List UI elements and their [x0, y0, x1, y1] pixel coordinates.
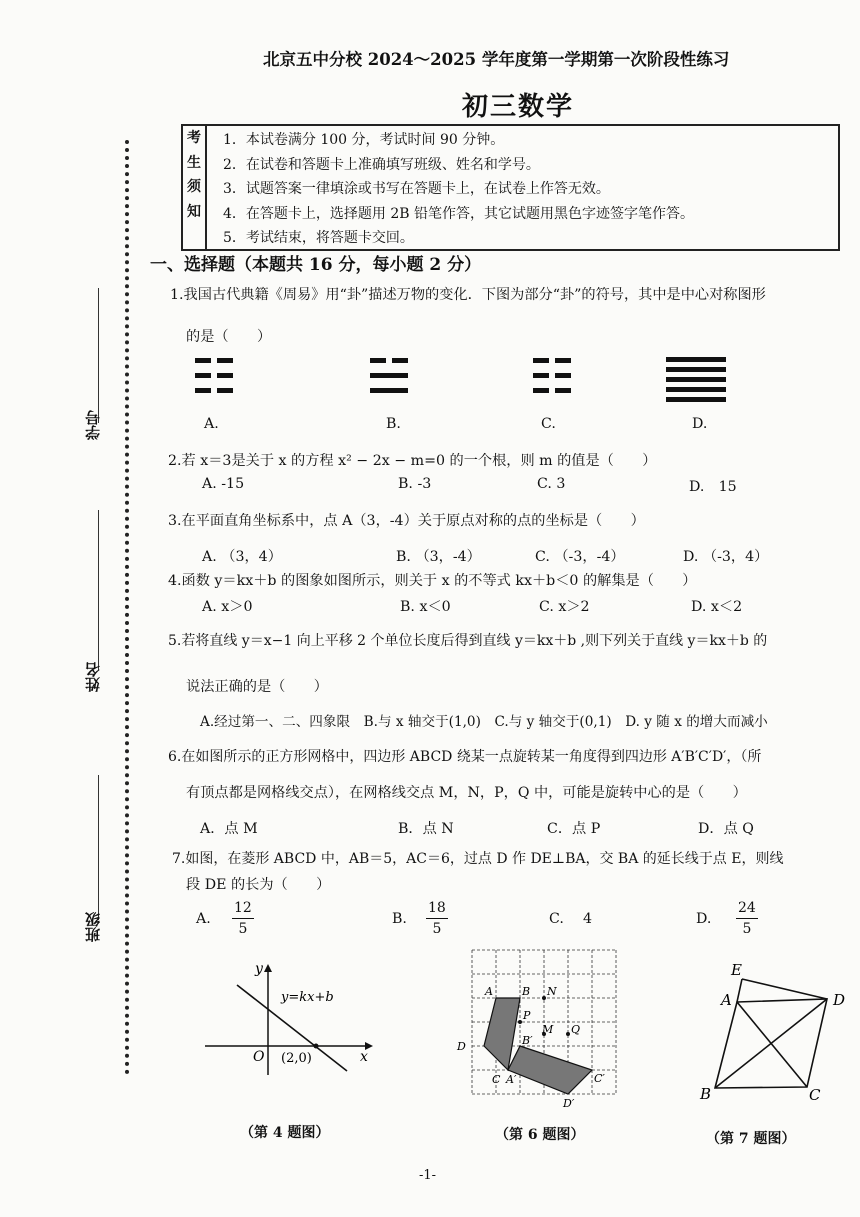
fig4-y-label: y: [255, 961, 263, 977]
q2-option-c: C. 3: [537, 476, 566, 492]
fig4-y-arrow: [264, 964, 272, 972]
notice-side-char: 须: [187, 179, 201, 195]
fig6-label-d: D: [457, 1040, 466, 1053]
q2-stem: 2.若 x＝3是关于 x 的方程 x² − 2x − m=0 的一个根，则 m 的值是（ ）: [168, 453, 657, 469]
q1-option-c: C.: [541, 416, 556, 432]
trigram-c: [533, 358, 571, 393]
q4-option-b: B. x＜0: [400, 599, 451, 615]
q4-option-d: D. x＜2: [691, 599, 743, 615]
q6-option-c: C．点 P: [547, 821, 601, 837]
notice-side-char: 生: [187, 154, 201, 171]
notice-side-label: [183, 126, 207, 249]
notice-side-char: 知: [187, 203, 201, 220]
binding-dotted-line: [125, 140, 129, 1075]
fig4-intercept-point: [314, 1044, 319, 1049]
xuehao-label: 学号: [84, 410, 102, 440]
q7-option-d-letter: D.: [696, 911, 712, 927]
exam-notice-box: [181, 124, 840, 251]
q7-option-c-letter: C.: [549, 911, 564, 927]
q7-option-d-fraction: [736, 898, 758, 939]
q6-option-b: B．点 N: [398, 821, 454, 837]
q1-option-d: D.: [692, 416, 708, 432]
fig7-label-b: B: [700, 1085, 712, 1103]
q2-option-a: A. -15: [202, 476, 245, 492]
q3-option-c: C. （-3，-4）: [535, 549, 625, 565]
q7-option-a-fraction: [232, 898, 254, 939]
q7-option-b-letter: B.: [392, 911, 407, 927]
fig4-x-label: x: [360, 1049, 368, 1065]
q3-stem: 3.在平面直角坐标系中，点 A（3，-4）关于原点对称的点的坐标是（ ）: [168, 513, 645, 529]
q4-option-a: A. x＞0: [202, 599, 253, 615]
banji-label: 班级: [84, 912, 102, 942]
fig7-diagonal-ac: [737, 1002, 807, 1087]
q7-option-d-denominator: 5: [742, 921, 752, 937]
fig6-label-a-prime: A′: [506, 1073, 517, 1086]
q1-option-a: A.: [204, 416, 219, 432]
fig7-label-d: D: [833, 991, 846, 1009]
banji-blank-line: [98, 775, 99, 920]
q7-stem-2: 段 DE 的长为（ ）: [186, 877, 331, 893]
figure-7-rhombus: [695, 955, 855, 1105]
q1-option-b: B.: [386, 416, 401, 432]
fig4-origin-label: O: [253, 1049, 265, 1065]
q5-stem-2: 说法正确的是（ ）: [186, 679, 328, 695]
q1-stem-2: 的是（ ）: [186, 329, 272, 345]
notice-item: 1．本试卷满分 100 分，考试时间 90 分钟。: [223, 132, 505, 148]
q2-option-d: D. 15: [689, 479, 737, 495]
figure-6-grid: [455, 945, 630, 1115]
fig6-point-n: [542, 996, 546, 1000]
fig6-label-p: P: [523, 1009, 531, 1022]
trigram-symbols: [190, 355, 750, 405]
section-heading: 一、选择题（本题共 16 分，每小题 2 分）: [150, 255, 482, 275]
fig6-label-n: N: [547, 985, 557, 998]
fig6-label-c-prime: C′: [594, 1072, 605, 1085]
fig7-segment-de: [742, 979, 827, 999]
fig6-label-b: B: [522, 985, 531, 998]
figure-4-graph: [195, 955, 385, 1080]
q7-option-a-numerator: 12: [232, 898, 254, 919]
q4-stem: 4.函数 y＝kx＋b 的图象如图所示，则关于 x 的不等式 kx＋b＜0 的解集是（ ）: [168, 573, 697, 589]
q3-option-b: B. （3，-4）: [396, 549, 481, 565]
notice-item: 2．在试卷和答题卡上准确填写班级、姓名和学号。: [223, 156, 540, 173]
school-title: 北京五中分校 2024～2025 学年度第一学期第一次阶段性练习: [263, 50, 730, 69]
fig6-label-a: A: [485, 985, 493, 998]
q6-stem: 6.在如图所示的正方形网格中，四边形 ABCD 绕某一点旋转某一角度得到四边形 A′B′C′D′，（所: [168, 749, 762, 765]
notice-item: 3．试题答案一律填涂或书写在答题卡上，在试卷上作答无效。: [223, 181, 610, 197]
fig6-point-p: [518, 1020, 522, 1024]
notice-item: 4．在答题卡上，选择题用 2B 铅笔作答，其它试题用黑色字迹签字笔作答。: [223, 205, 695, 222]
trigram-b: [370, 358, 408, 393]
q7-option-b-fraction: [426, 898, 448, 939]
q6-stem-2: 有顶点都是网格线交点），在网格线交点 M，N，P，Q 中，可能是旋转中心的是（ ）: [186, 785, 747, 801]
fig7-extension-ae: [737, 979, 742, 1002]
fig6-point-q: [566, 1032, 570, 1036]
page-title: 初三数学: [462, 92, 575, 122]
fig6-label-q: Q: [571, 1023, 581, 1036]
fig7-caption: （第 7 题图）: [706, 1131, 796, 1147]
q7-option-d-numerator: 24: [736, 898, 758, 919]
q7-option-b-denominator: 5: [432, 921, 442, 937]
xingming-label: 姓名: [84, 662, 102, 692]
fig7-label-e: E: [731, 961, 742, 979]
xuehao-blank-line: [98, 288, 99, 423]
fig4-line-label: y=kx+b: [281, 990, 334, 1005]
q1-stem: 1.我国古代典籍《周易》用“卦”描述万物的变化．下图为部分“卦”的符号，其中是中心对称图形: [170, 287, 766, 303]
q7-stem: 7.如图，在菱形 ABCD 中，AB＝5，AC＝6，过点 D 作 DE⊥BA，交 BA 的延长线于点 E，则线: [172, 851, 784, 867]
q7-option-a-letter: A.: [196, 911, 211, 927]
q6-option-d: D．点 Q: [698, 821, 754, 837]
fig7-label-a: A: [721, 991, 732, 1009]
q2-option-b: B. -3: [398, 476, 432, 492]
page-number: -1-: [419, 1168, 437, 1183]
trigram-d: [666, 357, 726, 402]
trigram-a: [195, 358, 233, 393]
q4-option-c: C. x＞2: [539, 599, 590, 615]
fig7-label-c: C: [809, 1086, 821, 1104]
notice-side-char: 考: [187, 130, 201, 146]
q3-option-d: D. （-3，4）: [683, 549, 769, 565]
fig6-quad-a-b-c-d-prime: [508, 1046, 592, 1094]
fig6-label-b-prime: B′: [522, 1034, 533, 1047]
q7-option-a-denominator: 5: [238, 921, 248, 937]
q7-option-b-numerator: 18: [426, 898, 448, 919]
q5-stem: 5.若将直线 y＝x−1 向上平移 2 个单位长度后得到直线 y＝kx＋b ,则下列关于直线 y＝kx＋b 的: [168, 633, 768, 649]
q6-option-a: A．点 M: [200, 821, 258, 837]
q5-options: A.经过第一、二、四象限 B.与 x 轴交于(1,0) C.与 y 轴交于(0,1) D. y 随 x 的增大而减小: [200, 714, 768, 730]
fig4-caption: （第 4 题图）: [240, 1125, 330, 1141]
q7-option-c-value: 4: [583, 911, 593, 927]
fig4-point-label: (2,0): [281, 1051, 312, 1066]
fig6-label-c: C: [492, 1073, 501, 1086]
fig6-label-m: M: [542, 1023, 554, 1036]
fig6-label-d-prime: D′: [563, 1097, 575, 1110]
notice-item: 5．考试结束，将答题卡交回。: [223, 230, 414, 246]
xingming-blank-line: [98, 510, 99, 670]
q3-option-a: A. （3，4）: [202, 549, 282, 565]
fig6-caption: （第 6 题图）: [495, 1127, 585, 1143]
